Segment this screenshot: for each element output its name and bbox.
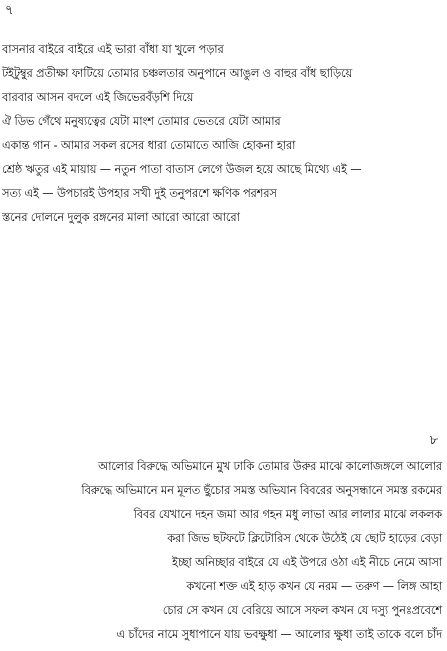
poem2-line-2: বিরুদ্ধে অভিমানে মন মূলত ছুঁচোর সমস্ত অভিযান বিবরের অনুসন্ধানে সমস্ত রকমের: [81, 484, 442, 497]
poem1-line-4: ঐ ডিভ গেঁথে মনুষ্যত্বের যেটা মাংশ তোমার ভেতরে যেটা আমার: [2, 115, 281, 128]
poem2-line-1: আলোর বিরুদ্ধে অভিমানে মুখ ঢাকি তোমার উরুর মাঝে কালোজঙ্গলে আলোর: [98, 460, 442, 473]
poem2-line-7: চোর সে কখন যে বেরিয়ে আসে সফল কখন যে দস্যু পুনঃপ্রবেশে: [162, 604, 442, 617]
poem2-line-6: কখনো শক্ত এই হাড় কখন যে নরম — তরুণ — লিঙ্গ আহা: [186, 580, 442, 593]
poem2-line-4: করা জিভ ছটফটে ক্লিটোরিস থেকে উঠেই যে ছোট হাড়ের বেড়া: [167, 532, 442, 545]
poem1-line-1: বাসনার বাইরে বাইরে এই ভারা বাঁধা যা খুলে পড়ার: [2, 43, 224, 56]
poem1-line-8: স্তনের দোলনে দুলুক রঙ্গনের মালা আরো আরো আরো: [2, 211, 240, 224]
poem2-line-3: বিবর যেখানে দহন জমা আর গহন মধু লাভা আর লালার মাঝে লকলক: [133, 508, 442, 521]
poem1-line-5: একান্ত গান - আমার সকল রসের ধারা তোমাতে আজি হোকনা হারা: [2, 139, 296, 152]
poem1-line-2: টইটুম্বুর প্রতীক্ষা ফাটিয়ে তোমার চঞ্চলতার অনুপানে আঙুল ও বাহুর বাঁধ ছাড়িয়ে: [2, 67, 353, 80]
page-number-top: ৭: [5, 3, 14, 18]
poem1-line-7: সত্য এই — উপচারই উপহার সখী দুই তনুপরশে ক্ষণিক পরশরস: [2, 187, 277, 200]
poem1-line-3: বারবার আসন বদলে এই জিভেরবঁড়শি দিয়ে: [2, 91, 194, 104]
poem2-line-5: ইচ্ছা অনিচ্ছার বাইরে যে এই উপরে ওঠা এই নীচে নেমে আসা: [172, 556, 442, 569]
poem1-line-6: শ্রেষ্ঠ ঋতুর এই মায়ায় — নতুন পাতা বাতাস লেগে উজল হয়ে আছে মিথ্যে এই —: [2, 163, 362, 176]
poem2-line-8: এ চাঁদের নামে সুধাপানে যায় ভবক্ষুধা — আলোর ক্ষুধা তাই তাকে বলে চাঁদ: [116, 628, 442, 641]
page-number-bottom: ৮: [429, 433, 438, 448]
